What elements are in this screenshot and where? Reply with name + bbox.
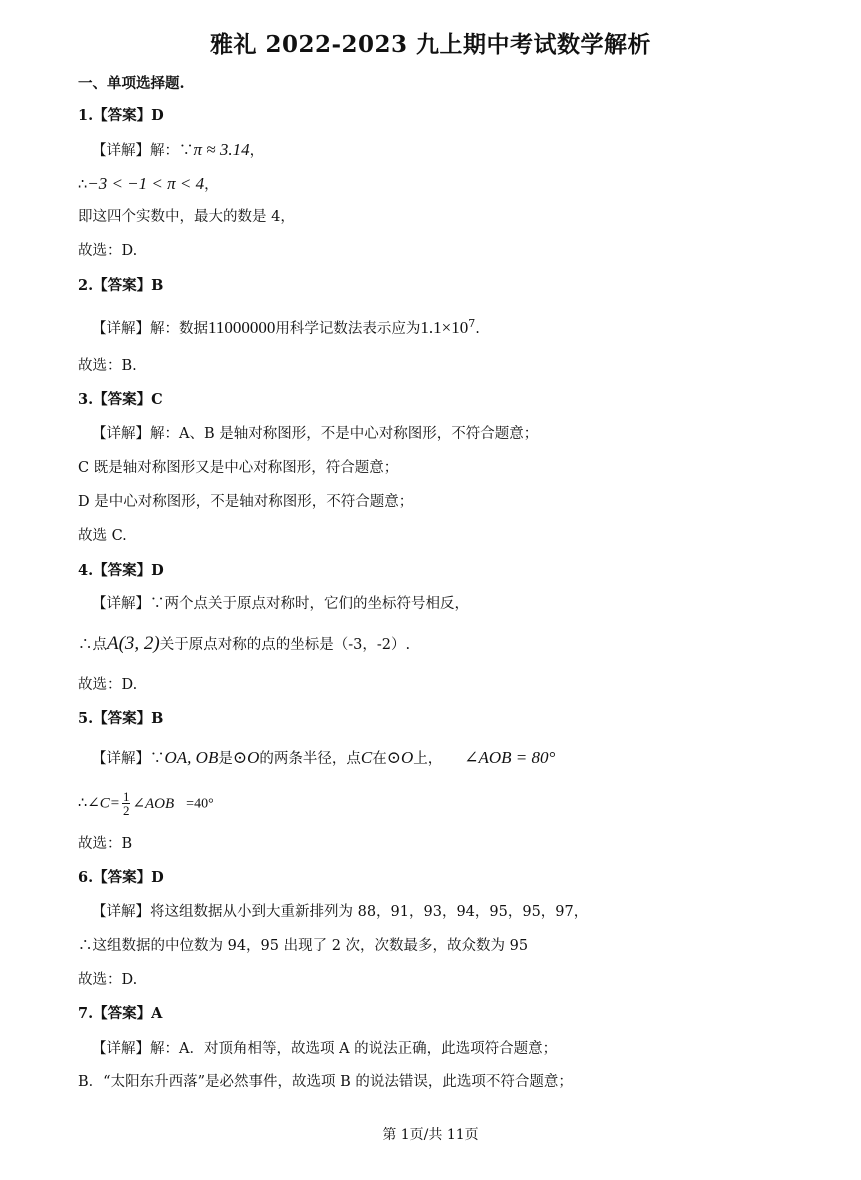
- q3-answer: 3.【答案】C: [78, 391, 163, 408]
- q3-line4: 故选 C.: [78, 528, 127, 544]
- q1-line1-end: ，: [249, 143, 265, 159]
- q2-line1-mid: 用科学记数法表示应为: [275, 320, 421, 337]
- q4-line1: 【详解】∵两个点关于原点对称时，它们的坐标符号相反，: [92, 596, 469, 612]
- q5-math-c: C: [360, 748, 373, 767]
- q5-line3: 故选：B: [78, 836, 133, 852]
- section-heading: 一、单项选择题.: [78, 75, 185, 92]
- q5-line1-mid1: 是: [218, 751, 233, 767]
- q5-line2-angle: ∠C=: [87, 795, 120, 812]
- q7-line1: 【详解】解：A．对顶角相等，故选项 A 的说法正确，此选项符合题意；: [92, 1041, 558, 1057]
- q2-line1-exponent: 7: [468, 317, 476, 330]
- q1-line2-end: ，: [204, 177, 219, 193]
- q5-line1-mid4: 上，: [413, 751, 443, 767]
- q7-line2: B．“太阳东升西落”是必然事件，故选项 B 的说法错误，此选项不符合题意；: [78, 1074, 573, 1090]
- q7-answer: 7.【答案】A: [78, 1005, 163, 1022]
- q1-line4: 故选：D.: [78, 243, 138, 259]
- q1-answer: 1.【答案】D: [78, 107, 164, 124]
- q2-line1-number: 11000000: [208, 317, 276, 337]
- q5-math-circle-o: ⊙O: [232, 748, 260, 767]
- q5-line1: [92, 748, 555, 769]
- q5-line2-aob: ∠AOB: [132, 795, 175, 812]
- q1-line2-sym: ∴: [78, 177, 88, 193]
- page-title: 雅礼 2022-2023 九上期中考试数学解析: [209, 31, 652, 58]
- q2-line1-end: .: [475, 320, 480, 337]
- q1-line1-text: 【详解】解：∵: [92, 143, 194, 159]
- q5-answer: 5.【答案】B: [78, 710, 164, 727]
- q1-line1: [92, 140, 264, 161]
- q5-fraction: [122, 790, 131, 817]
- q4-line2-pre: ∴点: [78, 637, 107, 653]
- q5-math-circle-o-2: ⊙O: [386, 748, 414, 767]
- q5-line2-value: =40°: [186, 796, 214, 812]
- q5-line1-pre: 【详解】∵: [92, 751, 165, 767]
- q6-line3: 故选：D.: [78, 972, 138, 988]
- q4-line2: [78, 634, 410, 655]
- q5-line1-mid3: 在: [372, 751, 387, 767]
- q2-line1-text: 【详解】解：数据: [92, 320, 208, 337]
- q4-line2-math: A(3, 2): [107, 633, 160, 654]
- q6-line1: 【详解】将这组数据从小到大重新排列为 88，91，93，94，95，95，97，: [92, 904, 589, 920]
- q5-line2-pre: ∴: [78, 795, 88, 812]
- q5-fraction-denominator: 2: [122, 803, 130, 818]
- q6-line2: ∴这组数据的中位数为 94，95 出现了 2 次，次数最多，故众数为 95: [78, 938, 529, 954]
- q4-line3: 故选：D.: [78, 677, 138, 693]
- q5-line1-mid2: 的两条半径，点: [259, 751, 361, 767]
- q2-line1: [92, 314, 480, 339]
- q5-fraction-numerator: 1: [122, 789, 130, 804]
- q6-answer: 6.【答案】D: [78, 869, 164, 886]
- q1-line3: 即这四个实数中，最大的数是 4，: [78, 209, 295, 225]
- q4-line2-post: 关于原点对称的点的坐标是（-3，-2）.: [159, 637, 411, 653]
- q3-line2: C 既是轴对称图形又是中心对称图形，符合题意；: [78, 460, 399, 476]
- page-footer: 第 1页/共 11页: [382, 1127, 479, 1143]
- q2-line2: 故选：B.: [78, 358, 137, 374]
- q1-line1-math: π ≈ 3.14: [193, 140, 250, 159]
- q1-line2: [78, 174, 219, 195]
- q5-math-angle: ∠AOB = 80°: [464, 748, 556, 767]
- q2-answer: 2.【答案】B: [78, 277, 164, 294]
- q5-math-oa-ob: OA, OB: [164, 748, 219, 767]
- q5-line2: [78, 790, 214, 817]
- q4-answer: 4.【答案】D: [78, 562, 164, 579]
- q3-line3: D 是中心对称图形，不是轴对称图形，不符合题意；: [78, 494, 414, 510]
- q2-line1-sci: 1.1×10: [420, 317, 469, 337]
- q3-line1: 【详解】解：A、B 是轴对称图形，不是中心对称图形，不符合题意；: [92, 426, 539, 442]
- q1-line2-math: −3 < −1 < π < 4: [87, 174, 205, 193]
